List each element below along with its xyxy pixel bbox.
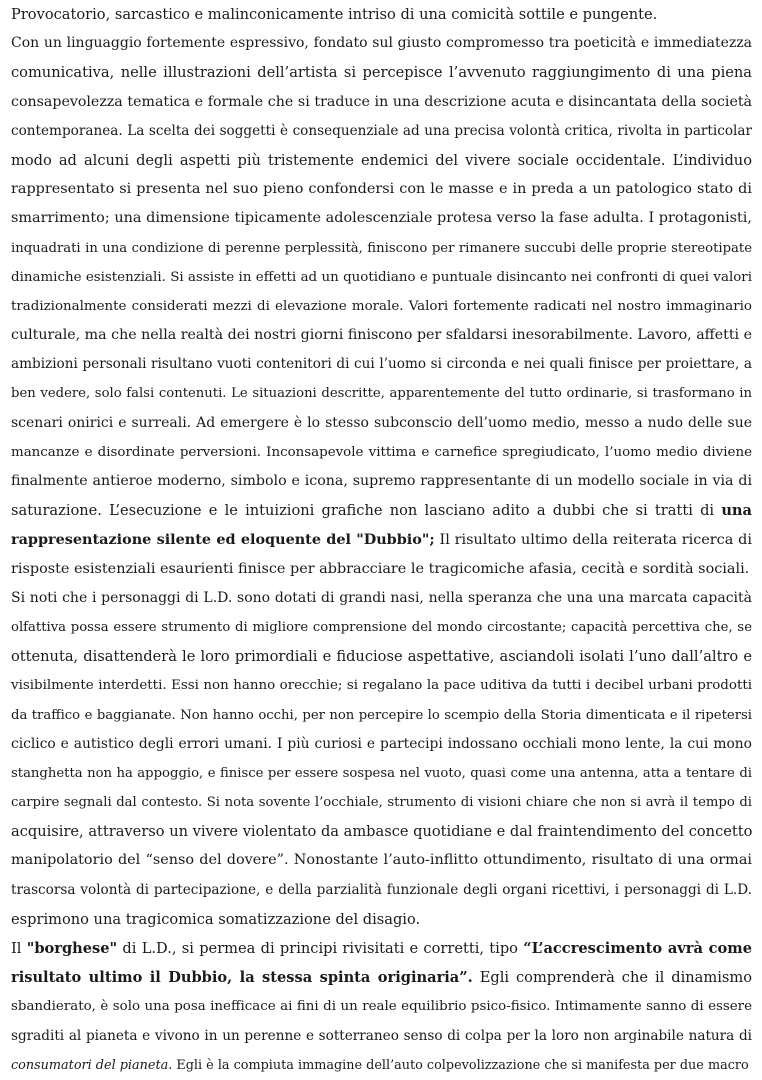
text-line bbox=[11, 321, 752, 350]
text-line bbox=[11, 88, 752, 117]
text-line bbox=[11, 0, 752, 29]
text-line bbox=[11, 58, 752, 87]
text-line bbox=[11, 263, 752, 292]
text-line bbox=[11, 934, 752, 963]
bold-text: "borghese" bbox=[26, 940, 118, 957]
text-segment: dinamiche esistenziali. Si assiste in effetti ad un quotidiano e puntuale disincanto nei confronti di quei valori bbox=[11, 269, 752, 285]
text-line bbox=[11, 1051, 752, 1080]
text-line bbox=[11, 876, 752, 905]
text-segment: Il bbox=[11, 940, 27, 957]
text-segment: finalmente antieroe moderno, simbolo e icona, supremo rappresentante di un modello sociale in via di bbox=[11, 473, 752, 489]
text-segment: ottenuta, disattenderà le loro primordiali e fiduciose aspettative, asciandoli isolati l’uno dall’altro e bbox=[11, 648, 752, 666]
text-segment: carpire segnali dal contesto. Si nota sovente l’occhiale, strumento di visioni chiare che non si avrà il tempo di bbox=[11, 795, 752, 811]
text-segment: visibilmente interdetti. Essi non hanno orecchie; si regalano la pace uditiva da tutti i decibel urbani prodotti bbox=[11, 678, 752, 694]
text-line bbox=[11, 496, 752, 525]
text-line bbox=[11, 525, 752, 554]
document-page bbox=[11, 0, 752, 1080]
paragraph bbox=[11, 0, 752, 29]
text-line bbox=[11, 846, 752, 875]
text-segment: sgraditi al pianeta e vivono in un perenne e sotterraneo senso di colpa per la loro non arginabile natura di bbox=[11, 1027, 752, 1044]
text-line bbox=[11, 29, 752, 58]
text-line bbox=[11, 642, 752, 671]
bold-text: risultato ultimo il Dubbio, la stessa spinta originaria”. bbox=[11, 969, 473, 987]
italic-text: consumatori del pianeta bbox=[11, 1057, 169, 1073]
text-segment: Si noti che i personaggi di L.D. sono dotati di grandi nasi, nella speranza che una una marcata capacità bbox=[11, 589, 752, 606]
text-line bbox=[11, 671, 752, 700]
text-segment: Con un linguaggio fortemente espressivo, fondato sul giusto compromesso tra poeticità e immediatezza bbox=[11, 35, 752, 52]
text-segment: comunicativa, nelle illustrazioni dell’artista si percepisce l’avvenuto raggiungimento di una piena bbox=[11, 64, 752, 82]
text-segment: manipolatorio del “senso del dovere”. Nonostante l’auto-inflitto ottundimento, risultato di una ormai bbox=[11, 852, 752, 869]
text-line bbox=[11, 234, 752, 263]
text-line bbox=[11, 701, 752, 730]
text-line bbox=[11, 350, 752, 379]
text-line bbox=[11, 759, 752, 788]
text-line bbox=[11, 204, 752, 233]
text-line bbox=[11, 438, 752, 467]
text-line bbox=[11, 379, 752, 408]
text-segment: smarrimento; una dimensione tipicamente adolescenziale protesa verso la fase adulta. I protagonisti, bbox=[11, 210, 752, 227]
text-segment: da traffico e baggianate. Non hanno occhi, per non percepire lo scempio della Storia dimenticata e il ripetersi bbox=[11, 707, 752, 723]
text-line bbox=[11, 992, 752, 1021]
text-line bbox=[11, 613, 752, 642]
text-segment: culturale, ma che nella realtà dei nostri giorni finiscono per sfaldarsi inesorabilmente. Lavoro, affetti e bbox=[11, 327, 752, 344]
text-segment: esprimono una tragicomica somatizzazione del disagio. bbox=[11, 910, 421, 928]
text-line bbox=[11, 409, 752, 438]
text-segment: contemporanea. La scelta dei soggetti è consequenziale ad una precisa volontà critica, rivolta in particolar bbox=[11, 122, 752, 139]
text-segment: modo ad alcuni degli aspetti più tristemente endemici del vivere sociale occidentale. L’individuo bbox=[11, 151, 752, 169]
text-segment: acquisire, attraverso un vivere violentato da ambasce quotidiane e dal fraintendimento del concetto bbox=[11, 823, 752, 841]
text-line bbox=[11, 292, 752, 321]
text-segment: Provocatorio, sarcastico e malinconicamente intriso di una comicità sottile e pungente. bbox=[11, 6, 658, 23]
text-segment: scenari onirici e surreali. Ad emergere è lo stesso subconscio dell’uomo medio, messo a nudo delle sue bbox=[11, 414, 752, 431]
bold-text: rappresentazione silente ed eloquente del "Dubbio"; bbox=[11, 531, 435, 549]
text-line bbox=[11, 1022, 752, 1051]
text-line bbox=[11, 788, 752, 817]
text-line bbox=[11, 175, 752, 204]
text-segment: risposte esistenziali esaurienti finisce per abbracciare le tragicomiche afasia, cecità e sordità sociali. bbox=[11, 560, 750, 577]
text-segment: rappresentato si presenta nel suo pieno confondersi con le masse e in preda a un patologico stato di bbox=[11, 181, 752, 198]
text-segment: tradizionalmente considerati mezzi di elevazione morale. Valori fortemente radicati nel nostro immaginario bbox=[11, 298, 752, 314]
text-line bbox=[11, 584, 752, 613]
text-segment: di L.D., si permea di principi rivisitati e corretti, tipo bbox=[117, 940, 524, 957]
text-segment: stanghetta non ha appoggio, e finisce per essere sospesa nel vuoto, quasi come una antenna, atta a tentare di bbox=[11, 765, 752, 781]
text-segment: trascorsa volontà di partecipazione, e della parzialità funzionale degli organi ricettivi, i personaggi di L.D. bbox=[11, 881, 752, 898]
text-segment: ciclico e autistico degli errori umani. I più curiosi e partecipi indossano occhiali mono lente, la cui mono bbox=[11, 735, 752, 752]
text-line bbox=[11, 117, 752, 146]
text-segment: . Egli è la compiuta immagine dell’auto colpevolizzazione che si manifesta per due macro bbox=[168, 1057, 749, 1073]
text-line bbox=[11, 963, 752, 992]
text-segment: sbandierato, è solo una posa inefficace ai fini di un reale equilibrio psico-fisico. Intimamente sanno di essere bbox=[11, 999, 752, 1015]
text-segment: consapevolezza tematica e formale che si traduce in una descrizione acuta e disincantata della società bbox=[11, 93, 752, 110]
text-segment: saturazione. L’esecuzione e le intuizioni grafiche non lasciano adito a dubbi che si tratti di bbox=[11, 502, 722, 520]
paragraph bbox=[11, 584, 752, 934]
text-segment: olfattiva possa essere strumento di migliore comprensione del mondo circostante; capacità percettiva che, se bbox=[11, 619, 752, 635]
text-segment: ben vedere, solo falsi contenuti. Le situazioni descritte, apparentemente del tutto ordinarie, si trasformano in bbox=[11, 386, 752, 402]
text-segment: inquadrati in una condizione di perenne perplessità, finiscono per rimanere succubi delle proprie stereotipate bbox=[11, 240, 752, 256]
text-segment: Il risultato ultimo della reiterata ricerca di bbox=[434, 532, 752, 549]
text-line bbox=[11, 730, 752, 759]
paragraph bbox=[11, 934, 752, 1080]
bold-text: una bbox=[721, 502, 752, 520]
bold-text: “L’accrescimento avrà come bbox=[523, 940, 752, 957]
text-segment: ambizioni personali risultano vuoti contenitori di cui l’uomo si circonda e nei quali finisce per proiettare, a bbox=[11, 356, 752, 373]
paragraph bbox=[11, 29, 752, 584]
text-line bbox=[11, 467, 752, 496]
text-segment: Egli comprenderà che il dinamismo bbox=[472, 969, 752, 987]
text-line bbox=[11, 555, 752, 584]
text-line bbox=[11, 817, 752, 846]
text-line bbox=[11, 146, 752, 175]
text-segment: mancanze e disordinate perversioni. Inconsapevole vittima e carnefice spregiudicato, l’uomo medio diviene bbox=[11, 444, 752, 460]
text-line bbox=[11, 905, 752, 934]
